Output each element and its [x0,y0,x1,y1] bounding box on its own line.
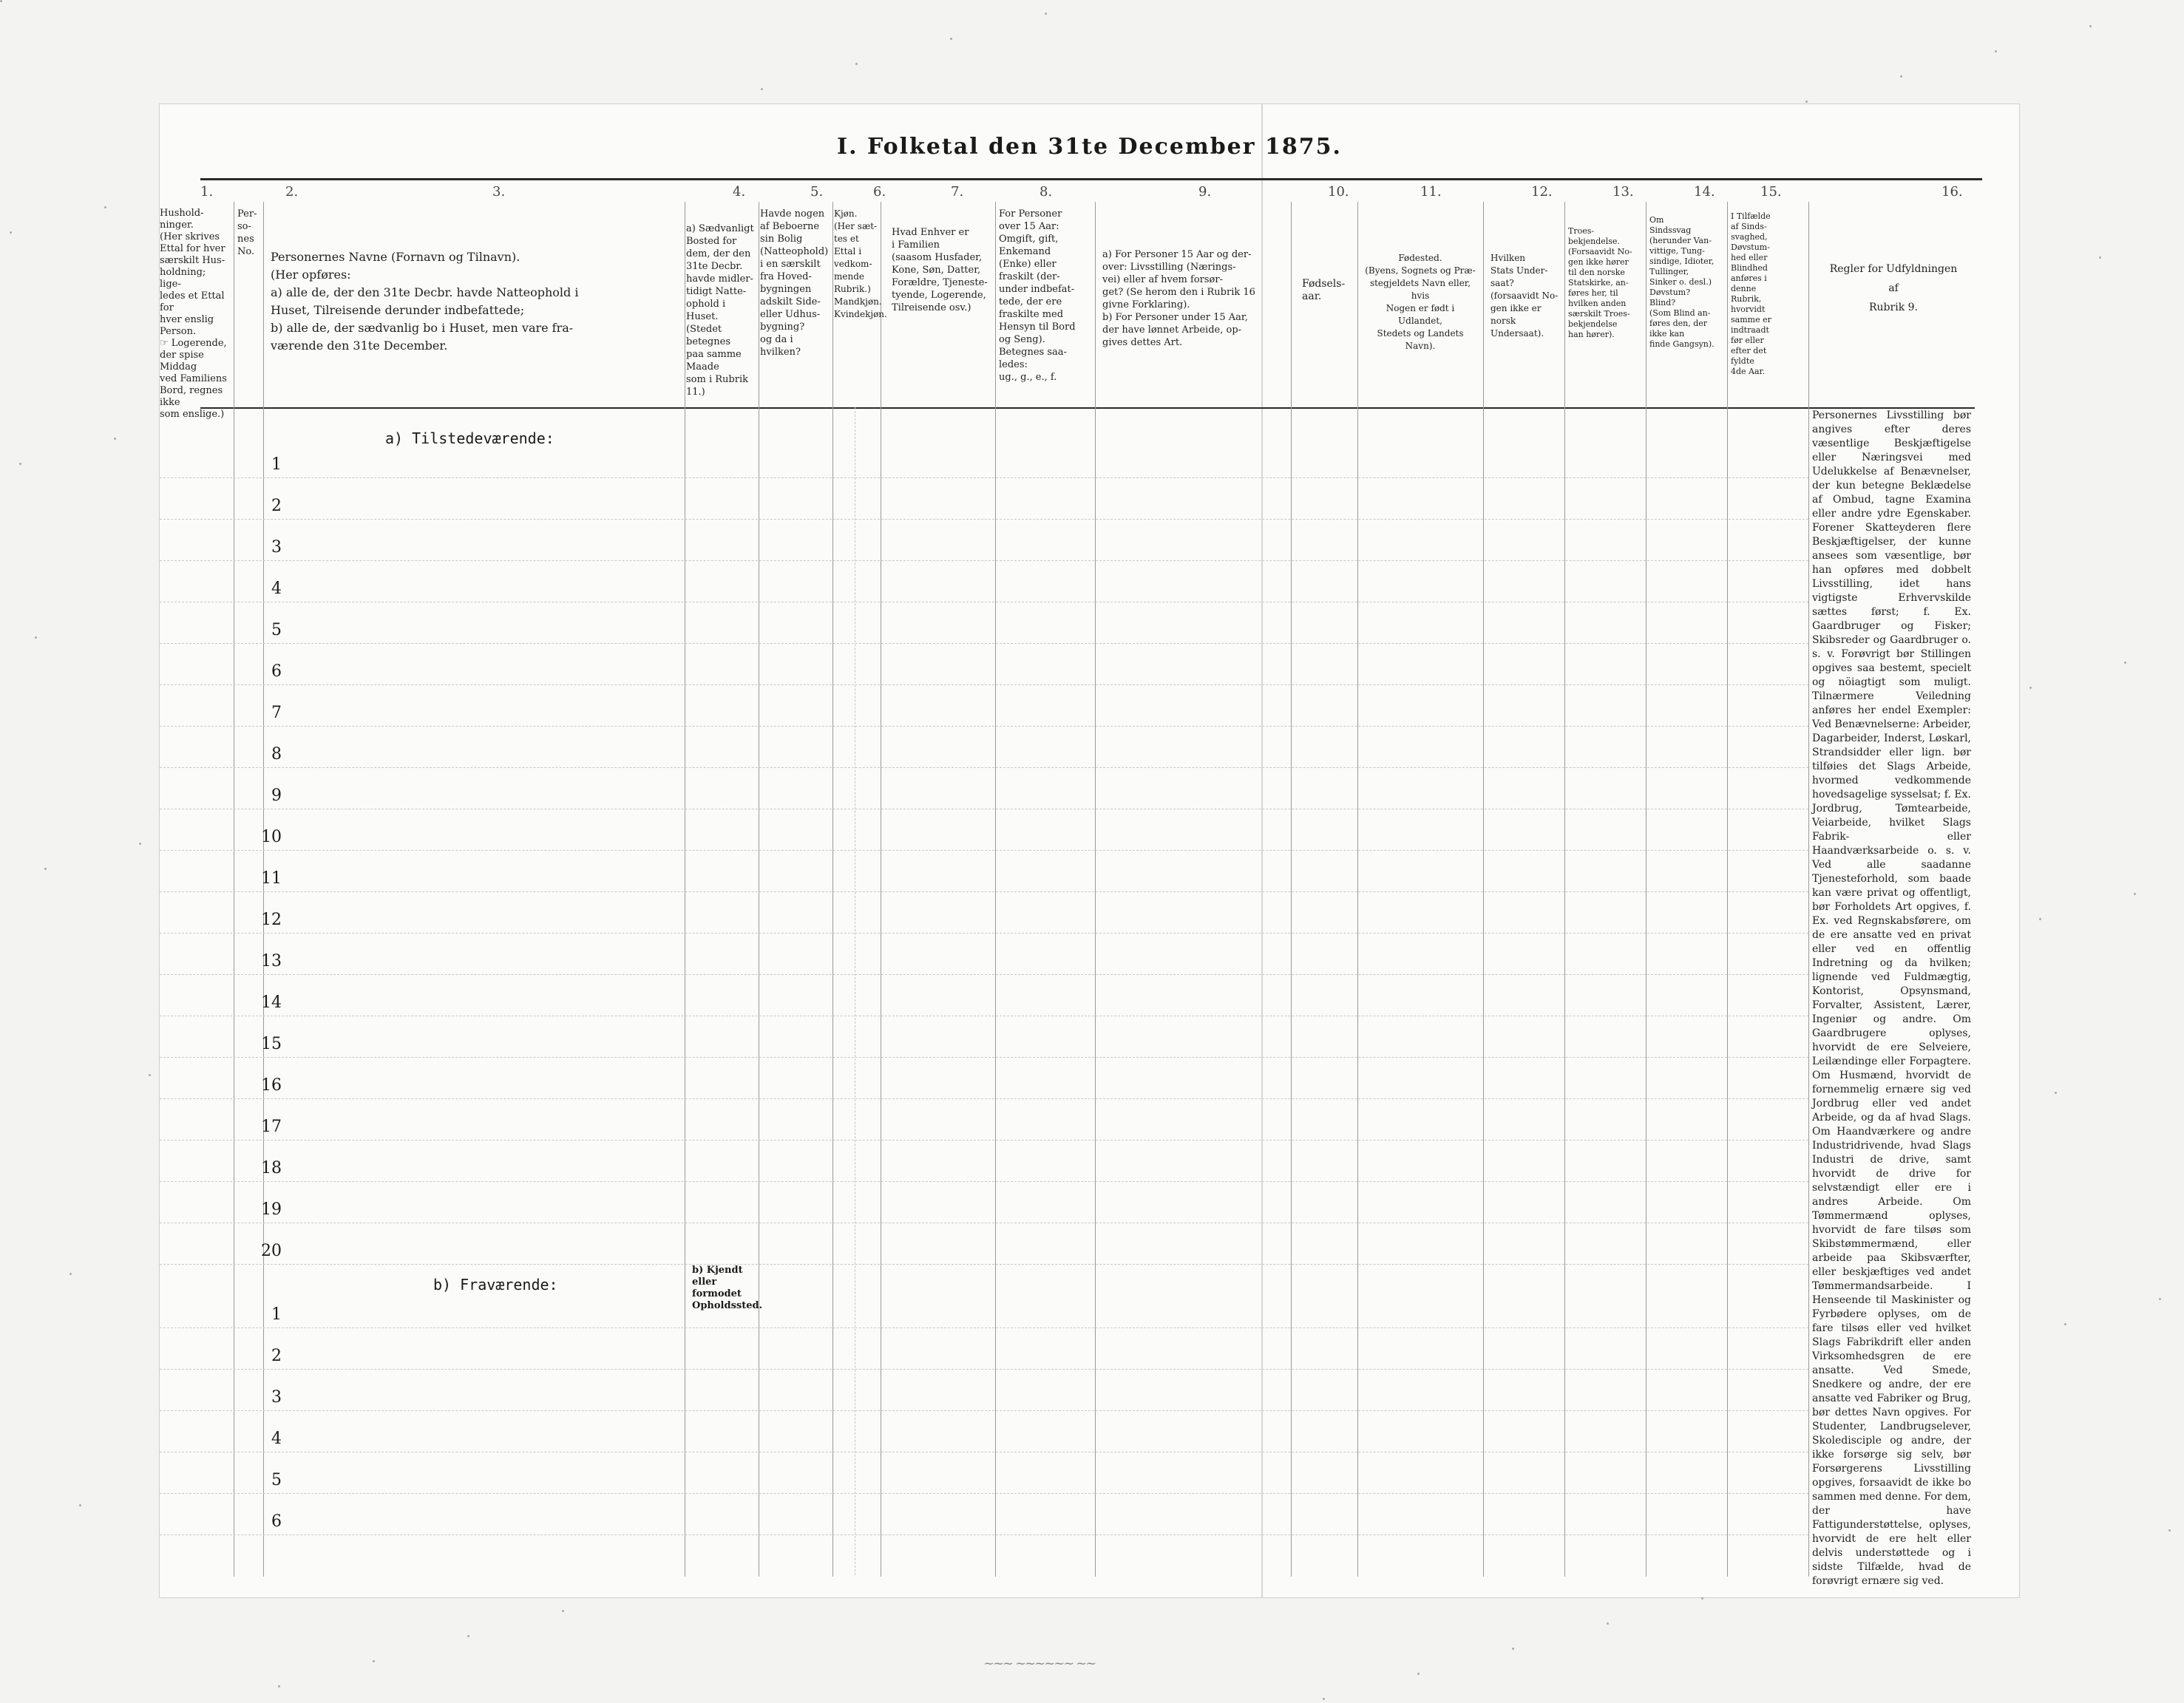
rules-text: Personernes Livsstilling bør angives efter deres væsentlige Beskjæftigelse eller Næringsvei med Udelukkelse af Benævnelser, der kun betegne Beklædelse af Ombud, tagne Examina eller andre ydre Egenskaber. Forener Skatteyderen flere Beskjæftigelser, der kunne ansees som væsentlige, bør han opføres med dobbelt Livsstilling, idet hans vigtigste Erhvervskilde sættes først; f. Ex. Gaardbruger og Fisker; Skibsreder og Gaardbruger o. s. v. Forøvrigt bør Stillingen opgives saa bestemt, specielt og nöiagtigt som muligt. Tilnærmere Veiledning anføres her endel Exempler: Ved Benævnelserne: Arbeider, Dagarbeider, Inderst, Løskarl, Strandsidder eller lign. bør tilføies det Slags Arbeide, hvormed vedkommende hovedsagelige sysselsat; f. Ex. Jordbrug, Tømtearbeide, Veiarbeide, hvilket Slags Fabrik- eller Haandværksarbeide o. s. v. Ved alle saadanne Tjenesteforhold, som baade kan være privat og offentligt, bør Forholdets Art opgives, f. Ex. ved Regnskabsførere, om de ere ansatte ved en privat eller ved en offentlig Indretning og da hvilken; lignende ved Fuldmægtig, Kontorist, Opsynsmand, Forvalter, Assistent, Lærer, Ingeniør og andre. Om Gaardbrugere oplyses, hvorvidt de ere Selveiere, Leilændinge eller Forpagtere. Om Husmænd, hvorvidt de fornemmelig ernære sig ved Jordbrug eller ved andet Arbeide, og da af hvad Slags. Om Haandværkere og andre Industridrivende, hvad Slags Industri de drive, samt hvorvidt de drive for selvstændigt eller ere i andres Arbeide. Om Tømmermænd oplyses, hvorvidt de fare tilsøs som Skibstømmermænd, eller arbeide paa Skibsværfter, eller beskjæftiges ved andet Tømmermandsarbeide. I Henseende til Maskinister og Fyrbødere oplyses, om de fare tilsøs eller ved hvilket Slags Fabrikdrift eller anden Virksomhedsgren de ere ansatte. Ved Smede, Snedkere og andre, der ere ansatte ved Fabriker og Brug, bør dettes Navn opgives. For Studenter, Landbrugselever, Skoledisciple og andre, der ikke forsørge sig selv, bør Forsørgerens Livsstilling opgives, forsaavidt de ikke bo sammen med denne. For dem, der have Fattigunderstøttelse, oplyses, hvorvidt de ere helt eller delvis understøttede og i sidste Tilfælde, hvad de forøvrigt ernære sig ved. [1812,409,1971,1587]
row-line [160,1057,1808,1058]
header-col16: Regler for Udfyldningen af Rubrik 9. [1829,263,1958,313]
speckle [562,1610,564,1612]
speckle [1900,75,1902,78]
row-number: 17 [261,1118,282,1136]
speckle [139,843,141,845]
row-number: 5 [271,621,282,639]
top-rule [200,178,1982,180]
col-divider [263,202,264,1577]
row-number: 18 [261,1159,282,1177]
column-number: 3. [492,184,506,200]
column-number: 8. [1040,184,1053,200]
speckle [2099,256,2101,259]
row-number: 7 [271,704,282,722]
row-line [160,643,1808,644]
row-line [160,933,1808,934]
row-line [160,974,1808,975]
row-number: 15 [261,1035,282,1053]
col-divider [1808,202,1809,1577]
column-number: 1. [200,184,214,200]
speckle [1045,13,1047,15]
speckle [2055,1092,2057,1094]
speckle [0,0,2,2]
speckle [950,38,952,40]
header-col8: For Personer over 15 Aar: Omgift, gift, Enkemand (Enke) eller fraskilt (der- under indbefat- tede, der ere fraskilte med Hensyn til Bord og Seng). Betegnes saa- ledes: ug., g., e., f. [999,208,1076,383]
header-col10: Fødsels- aar. [1302,278,1346,302]
speckle [1995,50,1997,52]
column-number: 2. [285,184,299,200]
header-col4: a) Sædvanligt Bosted for dem, der den 31te Decbr. havde midler- tidigt Natte- ophold i Huset. (Stedet betegnes paa samme Maade som i Rubrik 11.) [686,223,754,398]
header-col9: a) For Personer 15 Aar og der- over: Livsstilling (Nærings- vei) eller af hvem forsør- get? (Se herom den i Rubrik 16 givne Forklaring). b) For Personer under 15 Aar, der have lønnet Arbeide, op- gives dettes Art. [1102,249,1255,348]
row-number: 16 [261,1076,282,1095]
row-line [160,560,1808,561]
speckle [1323,1698,1325,1700]
header-col15: I Tilfælde af Sinds- svaghed, Døvstum- hed eller Blindhed anføres i denne Rubrik, hvorvidt samme er indtraadt før eller efter det fyldte 4de Aar. [1731,211,1771,376]
speckle [2134,893,2136,895]
row-number: 6 [271,662,282,681]
col-divider [1483,202,1484,1577]
speckle [1607,1622,1609,1625]
row-number: 10 [261,828,282,846]
column-number: 11. [1420,184,1442,200]
speckle [1512,1648,1514,1650]
col-divider [1564,202,1565,1577]
census-sheet [159,103,2020,1598]
speckle [2064,1323,2066,1325]
row-line [160,1140,1808,1141]
absent-location-label: b) Kjendt eller formodet Opholdssted. [692,1265,763,1311]
header-col6: Kjøn. (Her sæt- tes et Ettal i vedkom- mende Rubrik.) Mandkjøn. Kvindekjøn. [834,208,887,319]
row-number: 3 [271,1388,282,1407]
row-number: 5 [271,1471,282,1489]
header-col1: Hushold- ninger. (Her skrives Ettal for hver særskilt Hus- holdning; lige- ledes et Ettal for hver enslig Person. ☞ Logerende, der spise Middag ved Familiens Bord, regnes ikke som enslige.) [160,208,227,420]
row-number: 3 [271,538,282,557]
speckle [19,463,21,465]
col-divider [1291,202,1292,1577]
row-line [160,726,1808,727]
speckle [114,438,116,440]
row-number: 12 [261,911,282,929]
row-number: 11 [261,869,282,888]
row-line [160,1264,1808,1265]
row-line [160,477,1808,478]
row-number: 13 [261,952,282,971]
header-col5: Havde nogen af Beboerne sin Bolig (Natteophold) i en særskilt fra Hoved- bygningen adskilt Side- eller Udhus- bygning? og da i hvilken? [760,208,829,358]
row-line [160,767,1808,768]
row-number: 9 [271,786,282,805]
speckle [79,1504,81,1506]
row-number: 2 [271,497,282,515]
row-line [160,1181,1808,1182]
row-line [160,891,1808,892]
header-col13: Troes- bekjendelse. (Forsaavidt No- gen ikke hører til den norske Statskirke, an- føres her, til hvilken anden særskilt Troes- bekjendelse han hører). [1568,226,1632,339]
header-col7: Hvad Enhver er i Familien (saasom Husfader, Kone, Søn, Datter, Forældre, Tjeneste- tyende, Logerende, Tilreisende osv.) [892,227,988,313]
row-number: 20 [261,1242,282,1260]
speckle [44,868,47,870]
section-absent: b) Fraværende: [433,1276,558,1294]
row-number: 8 [271,745,282,764]
speckle [2029,687,2032,689]
column-number: 5. [810,184,824,200]
row-line [160,1410,1808,1411]
section-present: a) Tilstedeværende: [385,429,555,447]
speckle [1701,1597,1703,1600]
column-number: 15. [1760,184,1782,200]
page-title: I. Folketal den 31te December 1875. [837,134,1342,160]
speckle [2159,1298,2161,1300]
row-line [160,1534,1808,1535]
speckle [2168,1529,2171,1532]
col-divider [1095,202,1096,1577]
column-number: 14. [1694,184,1715,200]
col-divider [1727,202,1728,1577]
row-line [160,1369,1808,1370]
speckle [2039,918,2041,920]
column-number: 12. [1531,184,1553,200]
speckle [149,1074,151,1076]
col-divider [1357,202,1358,1577]
header-col11: Fødested. (Byens, Sognets og Præ- stegjeldets Navn eller, hvis Nogen er født i Udlandet, Stedets og Landets Navn). [1365,253,1476,351]
row-number: 6 [271,1512,282,1531]
row-number: 14 [261,993,282,1012]
bottom-scribble: ~~~ ~~~~~~ ~~ [983,1656,1096,1671]
row-line [160,519,1808,520]
row-number: 1 [271,455,282,474]
row-line [160,1493,1808,1494]
speckle [10,231,12,234]
col-divider [1646,202,1647,1577]
header-col2: Per- so- nes No. [237,208,257,257]
speckle [69,1273,72,1275]
column-number: 13. [1612,184,1634,200]
row-number: 4 [271,579,282,598]
row-line [160,1098,1808,1099]
speckle [1805,101,1808,103]
row-line [160,684,1808,685]
column-number: 7. [951,184,964,200]
col-divider [995,202,996,1577]
speckle [855,63,858,65]
row-number: 4 [271,1430,282,1448]
column-number: 9. [1198,184,1212,200]
column-number: 10. [1328,184,1349,200]
speckle [761,88,763,90]
row-number: 2 [271,1347,282,1365]
speckle [35,636,37,639]
header-col14: Om Sindssvag (herunder Van- vittige, Tung- sindige, Idioter, Tullinger, Sinker o. desl.) Døvstum? Blind? (Som Blind an- føres den, der ikke kan finde Gangsyn). [1649,215,1715,349]
row-number: 19 [261,1200,282,1219]
speckle [278,1685,280,1687]
header-col3: Personernes Navne (Fornavn og Tilnavn). (Her opføres: a) alle de, der den 31te Decbr. havde Natteophold i Huset, Tilreisende derunder indbefattede; b) alle de, der sædvanlig bo i Huset, men vare fra- værende den 31te December. [271,250,579,353]
speckle [467,1635,469,1637]
speckle [373,1660,375,1662]
header-rule [200,407,1975,409]
row-number: 1 [271,1305,282,1324]
column-number: 4. [733,184,746,200]
speckle [1417,1673,1420,1675]
speckle [2124,662,2126,664]
column-number: 16. [1941,184,1963,200]
header-col12: Hvilken Stats Under- saat? (forsaavidt No- gen ikke er norsk Undersaat). [1491,253,1559,339]
speckle [104,206,106,208]
row-line [160,850,1808,851]
speckle [2089,25,2092,27]
col-divider [832,202,833,1577]
column-number: 6. [873,184,886,200]
